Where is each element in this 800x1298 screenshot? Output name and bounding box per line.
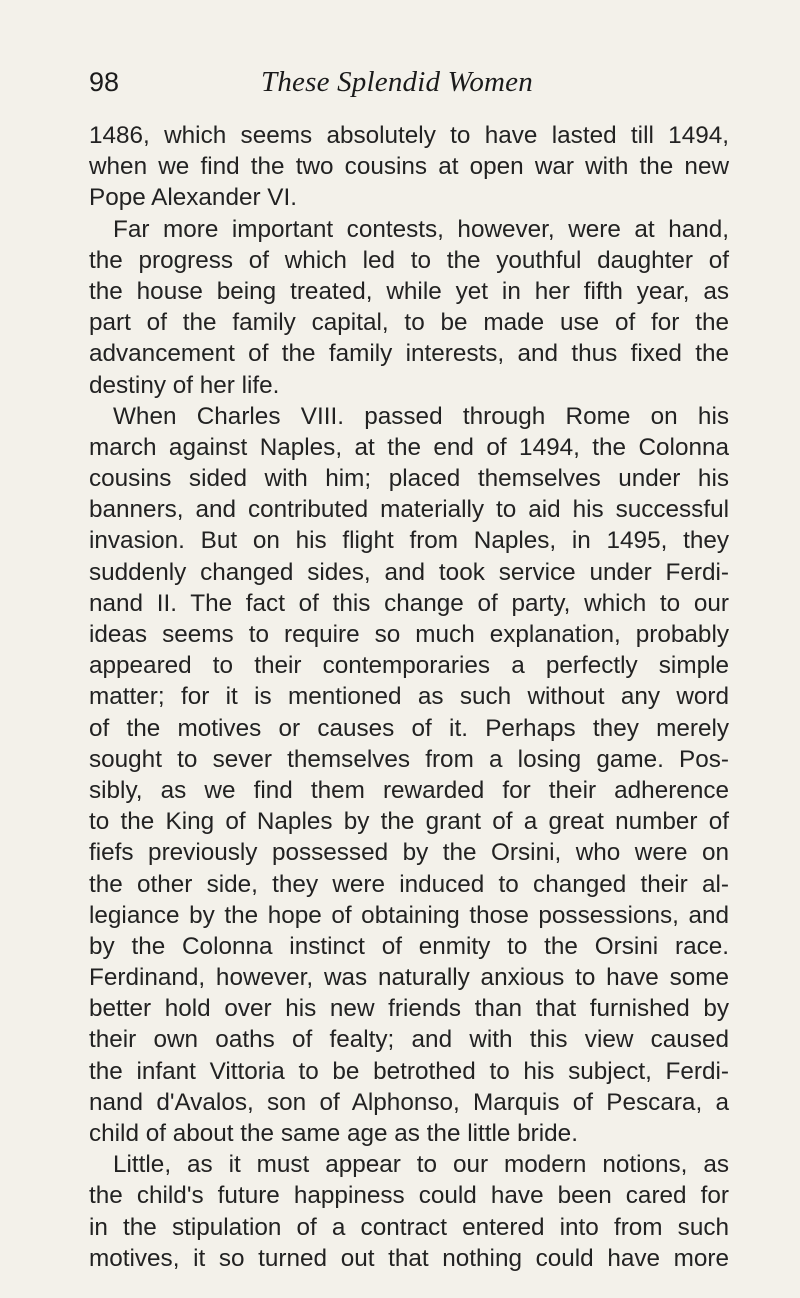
- text-line: 1486, which seems absolutely to have lasted till 1494,: [89, 122, 729, 149]
- text-line: When Charles VIII. passed through Rome on his: [113, 402, 729, 430]
- page-header: [89, 66, 729, 106]
- text-line: advancement of the family interests, and thus fixed the: [89, 340, 729, 368]
- text-line: appeared to their contemporaries a perfectly simple: [89, 652, 729, 680]
- text-line: invasion. But on his flight from Naples, in 1495, they: [89, 527, 729, 555]
- text-line: the infant Vittoria to be betrothed to his subject, Ferdi-: [89, 1057, 729, 1085]
- text-line: the house being treated, while yet in her fifth year, as: [89, 277, 729, 305]
- text-line: banners, and contributed materially to aid his successful: [89, 496, 729, 524]
- text-line: Far more important contests, however, were at hand,: [113, 215, 729, 243]
- text-line: march against Naples, at the end of 1494, the Colonna: [89, 433, 729, 461]
- text-line: fiefs previously possessed by the Orsini, who were on: [89, 839, 729, 867]
- text-line: cousins sided with him; placed themselves under his: [89, 465, 729, 493]
- text-line: the progress of which led to the youthful daughter of: [89, 246, 729, 274]
- text-line: the other side, they were induced to changed their al-: [89, 870, 729, 898]
- text-line: motives, it so turned out that nothing could have more: [89, 1244, 729, 1272]
- text-line: ideas seems to require so much explanation, probably: [89, 621, 729, 648]
- text-line: their own oaths of fealty; and with this view caused: [89, 1026, 729, 1054]
- text-line: Ferdinand, however, was naturally anxious to have some: [89, 964, 729, 992]
- text-line: when we find the two cousins at open war with the new: [89, 153, 729, 181]
- text-line: by the Colonna instinct of enmity to the Orsini race.: [89, 932, 729, 960]
- text-line: child of about the same age as the little bride.: [89, 1120, 578, 1147]
- running-title: These Splendid Women: [261, 66, 533, 98]
- text-line: matter; for it is mentioned as such without any word: [89, 683, 729, 711]
- body-text: [89, 120, 729, 1274]
- text-line: Little, as it must appear to our modern notions, as: [113, 1151, 729, 1179]
- text-line: the child's future happiness could have been cared for: [89, 1182, 729, 1210]
- text-line: sibly, as we find them rewarded for their adherence: [89, 776, 729, 804]
- text-line: nand II. The fact of this change of party, which to our: [89, 589, 729, 617]
- text-line: part of the family capital, to be made use of for the: [89, 309, 729, 337]
- page-number: 98: [89, 67, 120, 97]
- text-line: Pope Alexander VI.: [89, 184, 298, 212]
- text-line: legiance by the hope of obtaining those possessions, and: [89, 901, 729, 929]
- text-line: better hold over his new friends than that furnished by: [89, 995, 729, 1023]
- text-line: of the motives or causes of it. Perhaps they merely: [89, 714, 729, 742]
- text-line: in the stipulation of a contract entered into from such: [89, 1213, 729, 1241]
- text-line: to the King of Naples by the grant of a great number of: [89, 808, 729, 836]
- text-line: suddenly changed sides, and took service under Ferdi-: [89, 558, 729, 586]
- text-line: nand d'Avalos, son of Alphonso, Marquis of Pescara, a: [89, 1088, 729, 1116]
- text-line: destiny of her life.: [89, 371, 280, 399]
- text-line: sought to sever themselves from a losing game. Pos-: [89, 745, 729, 773]
